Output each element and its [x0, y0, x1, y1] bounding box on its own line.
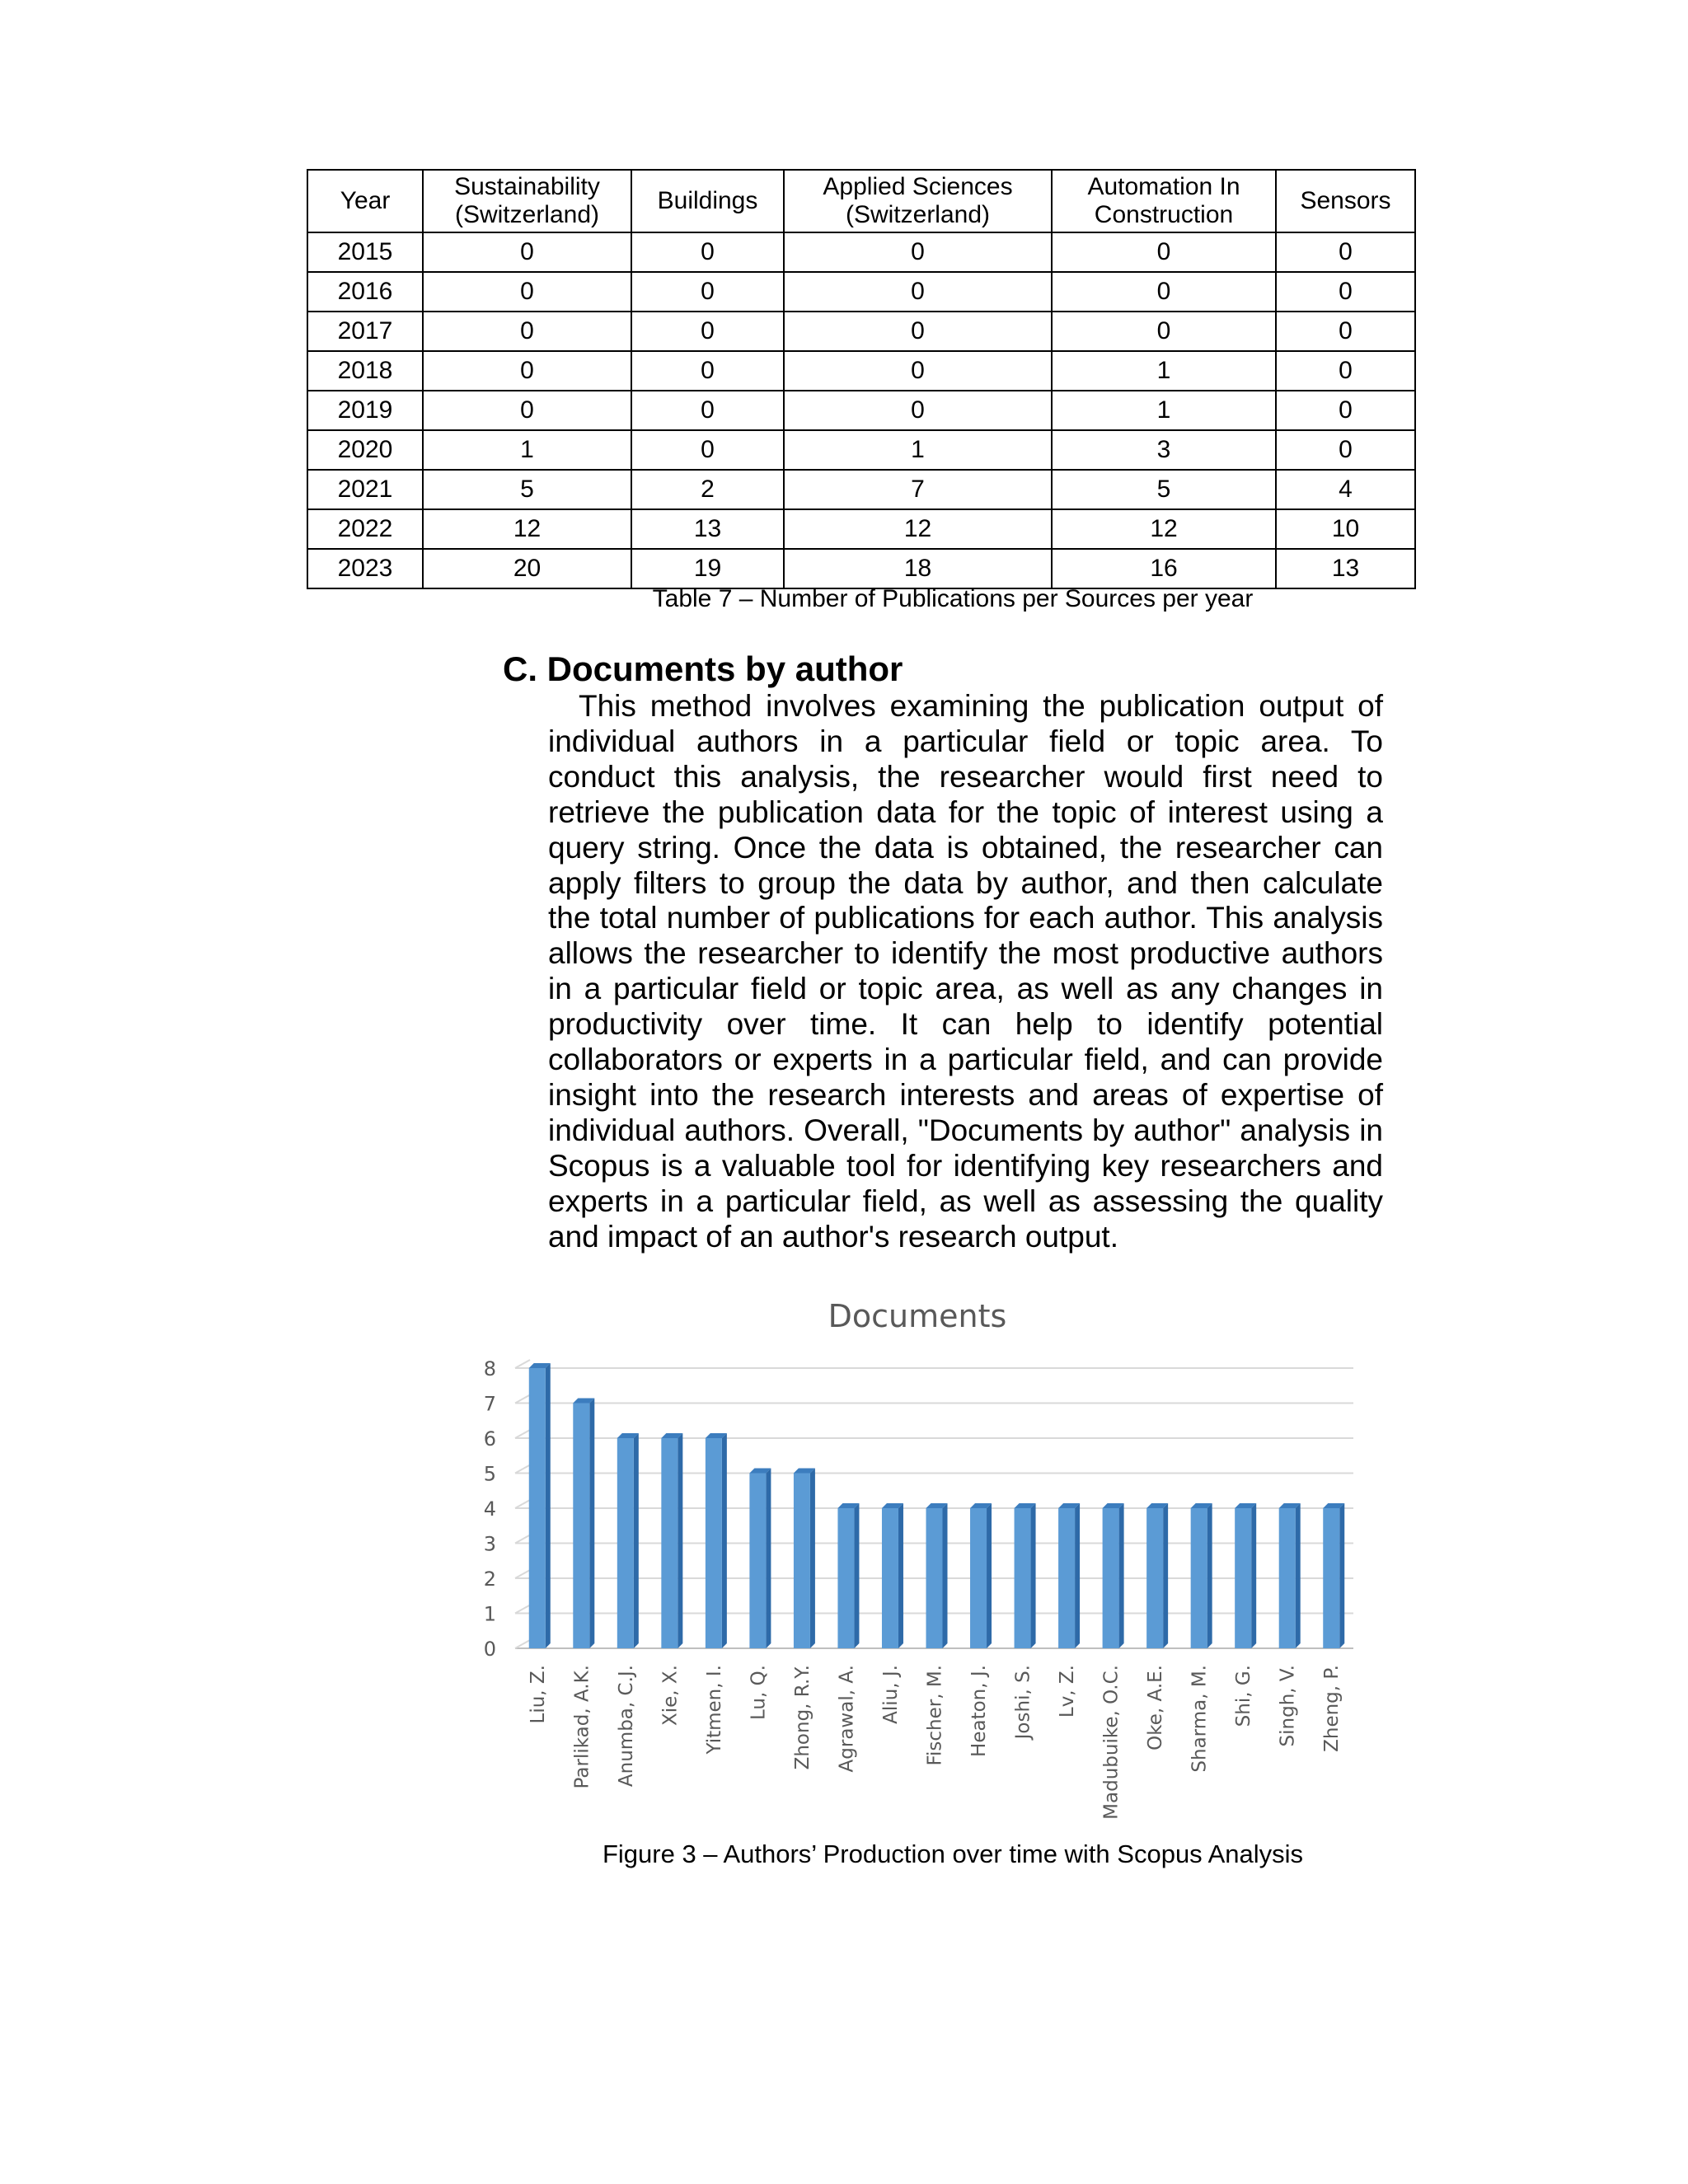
x-tick-label: Oke, A.E.: [1145, 1665, 1167, 1750]
table-cell: 0: [1276, 272, 1415, 312]
table-row: [307, 351, 1415, 391]
bar: [1279, 1503, 1301, 1648]
bar-front: [529, 1368, 546, 1648]
table-row: [307, 232, 1415, 272]
table-cell: 3: [1052, 430, 1276, 470]
x-tick-label: Agrawal, A.: [836, 1665, 858, 1773]
header-text-line: Buildings: [657, 187, 758, 214]
header-text-line: Construction: [1094, 201, 1234, 228]
table-cell: 2015: [307, 232, 423, 272]
table-cell: 0: [1052, 232, 1276, 272]
bar-front: [1279, 1508, 1296, 1648]
publications-table: [307, 169, 1416, 589]
bar-front: [1015, 1508, 1031, 1648]
x-tick-label: Joshi, S.: [1012, 1665, 1034, 1740]
bar-side: [1339, 1503, 1344, 1648]
bar-front: [1058, 1508, 1075, 1648]
bar-front: [617, 1438, 634, 1648]
gridline-depth: [515, 1395, 530, 1404]
table-row: [307, 509, 1415, 549]
chart-title: Documents: [828, 1298, 1007, 1334]
x-tick-label: Parlikad, A.K.: [571, 1665, 593, 1789]
x-tick-label: Yitmen, I.: [703, 1665, 725, 1755]
bar: [1015, 1503, 1036, 1648]
bar-side: [1075, 1503, 1080, 1648]
bar: [794, 1469, 815, 1649]
table-row: [307, 272, 1415, 312]
table-header-row: [307, 170, 1415, 232]
table-cell: 5: [423, 470, 631, 509]
bar-side: [1251, 1503, 1256, 1648]
y-tick-label: 7: [483, 1392, 496, 1416]
table-cell: 0: [1276, 430, 1415, 470]
header-text-line: Sensors: [1300, 187, 1391, 214]
table-cell: 10: [1276, 509, 1415, 549]
bar-side: [678, 1433, 682, 1648]
table-row: [307, 430, 1415, 470]
bar-side: [1031, 1503, 1036, 1648]
gridline-depth: [515, 1570, 530, 1578]
table-cell: 2: [631, 470, 784, 509]
x-tick-label: Xie, X.: [659, 1665, 682, 1726]
table-cell: 0: [1276, 391, 1415, 430]
table-cell: 12: [423, 509, 631, 549]
table-cell: 0: [1276, 312, 1415, 351]
table-row: [307, 470, 1415, 509]
table-cell: 2020: [307, 430, 423, 470]
table-cell: 0: [423, 351, 631, 391]
table-header-cell: [631, 170, 784, 232]
bar-front: [573, 1404, 589, 1649]
section-paragraph: This method involves examining the publication output of individual authors in a particular field or topic area. To conduct this analysis, the researcher would first need to retrieve the publication data for the topic of interest using a query string. Once the data is obtained, the researcher can apply filters to group the data by author, and then calculate the total number of publications for each author. This analysis allows the researcher to identify the most productive authors in a particular field or topic area, as well as any changes in productivity over time. It can help to identify potential collaborators or experts in a particular field, and can provide insight into the research interests and areas of expertise of individual authors. Overall, "Documents by author" analysis in Scopus is a valuable tool for identifying key researchers and experts in a particular field, as well as assessing the quality and impact of an author's research output.: [548, 689, 1383, 1254]
gridline-depth: [515, 1465, 530, 1474]
bar-side: [987, 1503, 992, 1648]
bar-front: [661, 1438, 678, 1648]
y-tick-label: 6: [483, 1427, 496, 1451]
y-tick-label: 5: [483, 1462, 496, 1486]
bar: [1103, 1503, 1124, 1648]
header-text-line: (Switzerland): [454, 201, 600, 228]
table-cell: 2022: [307, 509, 423, 549]
gridline-depth: [515, 1430, 530, 1438]
table-cell: 1: [1052, 391, 1276, 430]
table-cell: 2023: [307, 549, 423, 588]
x-tick-label: Anumba, C.J.: [615, 1665, 637, 1788]
table-cell: 0: [423, 272, 631, 312]
table-cell: 13: [1276, 549, 1415, 588]
bar-side: [1163, 1503, 1168, 1648]
table-cell: 2017: [307, 312, 423, 351]
table-header-cell: [784, 170, 1052, 232]
gridline-depth: [515, 1535, 530, 1544]
table-cell: 0: [631, 272, 784, 312]
table-cell: 0: [631, 312, 784, 351]
x-tick-label: Lv, Z.: [1057, 1665, 1079, 1718]
bar-side: [1119, 1503, 1124, 1648]
table-cell: 12: [784, 509, 1052, 549]
header-text-line: Automation In: [1087, 173, 1240, 200]
bar-side: [546, 1363, 551, 1648]
bar-front: [749, 1474, 766, 1649]
x-tick-label: Lu, Q.: [748, 1665, 770, 1721]
table-cell: 0: [784, 272, 1052, 312]
gridline-depth: [515, 1360, 530, 1368]
bar-side: [810, 1469, 815, 1649]
table-cell: 19: [631, 549, 784, 588]
bar: [529, 1363, 551, 1648]
header-text-line: Sustainability: [454, 173, 600, 200]
x-tick-label: Fischer, M.: [924, 1665, 946, 1766]
bar-front: [1191, 1508, 1207, 1648]
table-header-cell: [1276, 170, 1415, 232]
x-tick-label: Madubuike, O.C.: [1100, 1665, 1123, 1820]
table-cell: 0: [423, 391, 631, 430]
bar-side: [722, 1433, 727, 1648]
table-header-cell: [423, 170, 631, 232]
x-tick-label: Liu, Z.: [527, 1665, 549, 1724]
x-tick-label: Zheng, P.: [1321, 1665, 1343, 1752]
bar-front: [1146, 1508, 1163, 1648]
table-cell: 5: [1052, 470, 1276, 509]
documents-bar-chart: [462, 1286, 1368, 1846]
table-row: [307, 549, 1415, 588]
bar-front: [1103, 1508, 1119, 1648]
bar: [837, 1503, 859, 1648]
bar-front: [926, 1508, 943, 1648]
x-tick-label: Sharma, M.: [1189, 1665, 1211, 1773]
table-cell: 0: [784, 351, 1052, 391]
bar: [661, 1433, 682, 1648]
table-cell: 0: [631, 391, 784, 430]
table-cell: 0: [423, 232, 631, 272]
bar-front: [970, 1508, 987, 1648]
header-text-line: Applied Sciences: [823, 173, 1013, 200]
bar-front: [1235, 1508, 1251, 1648]
bar-side: [854, 1503, 859, 1648]
table-cell: 0: [1052, 272, 1276, 312]
bar: [1323, 1503, 1344, 1648]
table-cell: 0: [784, 312, 1052, 351]
bar: [1235, 1503, 1256, 1648]
table-cell: 0: [631, 232, 784, 272]
bar-front: [1323, 1508, 1339, 1648]
y-tick-label: 1: [483, 1602, 496, 1626]
table-cell: 0: [784, 232, 1052, 272]
table-cell: 2021: [307, 470, 423, 509]
bar: [573, 1399, 594, 1649]
table-cell: 2018: [307, 351, 423, 391]
table-cell: 12: [1052, 509, 1276, 549]
table-cell: 2016: [307, 272, 423, 312]
table-row: [307, 391, 1415, 430]
x-tick-label: Singh, V.: [1277, 1665, 1299, 1747]
table-cell: 0: [1276, 351, 1415, 391]
bar: [749, 1469, 771, 1649]
table-caption: Table 7 – Number of Publications per Sources per year: [652, 585, 1254, 612]
bar: [1146, 1503, 1168, 1648]
gridline-depth: [515, 1640, 530, 1648]
table-cell: 0: [631, 351, 784, 391]
x-tick-label: Aliu, J.: [879, 1665, 902, 1724]
y-tick-label: 3: [483, 1532, 496, 1556]
header-text-line: Year: [340, 187, 391, 214]
bar-front: [837, 1508, 854, 1648]
gridline-depth: [515, 1500, 530, 1508]
bar-front: [794, 1474, 810, 1649]
y-tick-label: 2: [483, 1568, 496, 1591]
table-cell: 1: [784, 430, 1052, 470]
section-heading: C. Documents by author: [503, 649, 903, 688]
table-cell: 0: [1052, 312, 1276, 351]
table-cell: 18: [784, 549, 1052, 588]
bar: [706, 1433, 727, 1648]
y-tick-label: 8: [483, 1357, 496, 1380]
bar-side: [943, 1503, 948, 1648]
bar-side: [766, 1469, 771, 1649]
header-text-line: (Switzerland): [845, 201, 991, 228]
table-cell: 1: [1052, 351, 1276, 391]
table-header-cell: [1052, 170, 1276, 232]
table-cell: 0: [1276, 232, 1415, 272]
x-tick-label: Shi, G.: [1233, 1665, 1255, 1727]
bar: [617, 1433, 639, 1648]
table-cell: 16: [1052, 549, 1276, 588]
table-cell: 7: [784, 470, 1052, 509]
bar: [882, 1503, 903, 1648]
bar-front: [882, 1508, 898, 1648]
bar: [1058, 1503, 1080, 1648]
bar-front: [706, 1438, 722, 1648]
table-cell: 4: [1276, 470, 1415, 509]
x-tick-label: Zhong, R.Y.: [791, 1665, 814, 1770]
table-cell: 0: [423, 312, 631, 351]
table-cell: 0: [784, 391, 1052, 430]
table-cell: 13: [631, 509, 784, 549]
y-tick-label: 4: [483, 1497, 496, 1521]
gridline-depth: [515, 1605, 530, 1614]
table-cell: 2019: [307, 391, 423, 430]
table-cell: 1: [423, 430, 631, 470]
bar: [970, 1503, 992, 1648]
bar-side: [1207, 1503, 1212, 1648]
table-header-cell: [307, 170, 423, 232]
bar-side: [1296, 1503, 1301, 1648]
x-tick-label: Heaton, J.: [968, 1665, 991, 1757]
table-cell: 20: [423, 549, 631, 588]
bar: [1191, 1503, 1212, 1648]
table-row: [307, 312, 1415, 351]
bar-side: [898, 1503, 903, 1648]
bar-side: [634, 1433, 639, 1648]
y-tick-label: 0: [483, 1638, 496, 1661]
bar-side: [589, 1399, 594, 1649]
figure-caption: Figure 3 – Authors’ Production over time with Scopus Analysis: [602, 1840, 1304, 1868]
table-cell: 0: [631, 430, 784, 470]
bar: [926, 1503, 948, 1648]
